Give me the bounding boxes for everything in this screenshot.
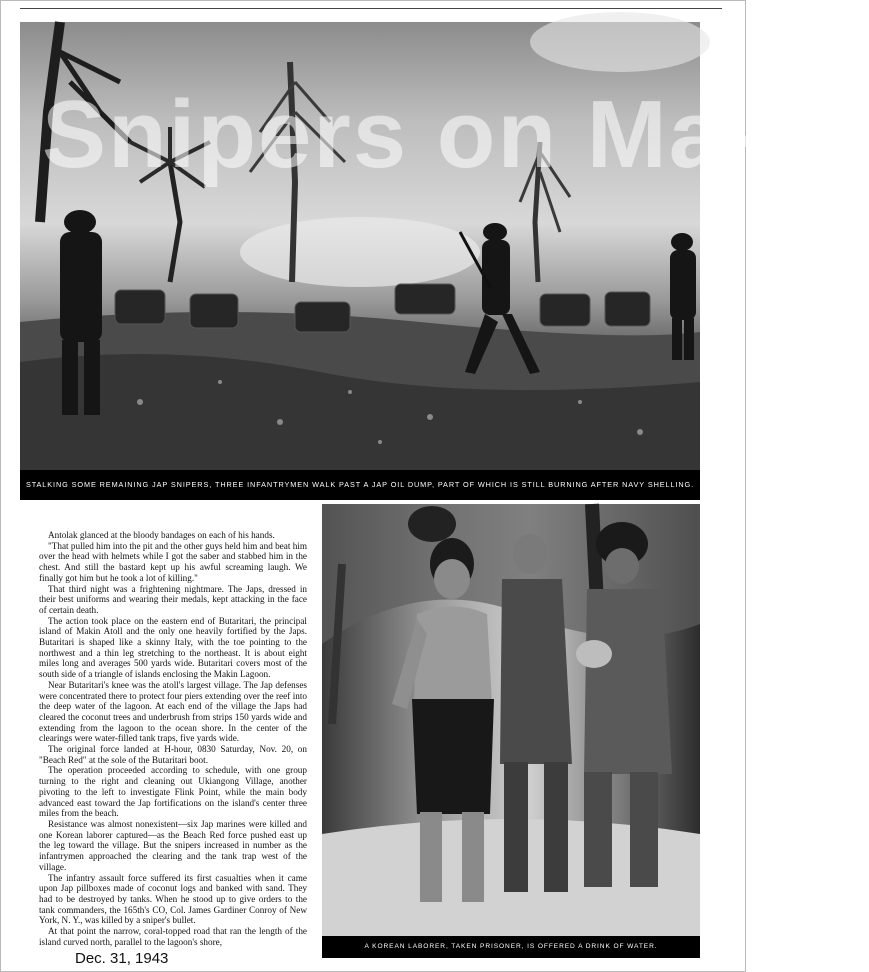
top-photo-caption: STALKING SOME REMAINING JAP SNIPERS, THREE INFANTRYMEN WALK PAST A JAP OIL DUMP, PART OF WHICH IS STILL BURNING AFTER NAVY SHELLING. — [20, 470, 700, 500]
article-column — [39, 530, 307, 947]
headline: Snipers on Makin — [42, 81, 869, 188]
top-photo — [20, 22, 869, 470]
date-label: Dec. 31, 1943 — [75, 950, 169, 967]
article-paragraph: At that point the narrow, coral-topped road that ran the length of the island curved north, parallel to the lagoon's shore, — [39, 926, 307, 947]
top-rule — [20, 8, 722, 9]
article-paragraph: The operation proceeded according to schedule, with one group turning to the right and cleaning out Ukiangong Village, another pivoting to the left to investigate Flink Point, while the main body advanced east toward the Jap fortifications on the island's center three miles from the beach. — [39, 765, 307, 819]
article-paragraph: That third night was a frightening nightmare. The Japs, dressed in their best uniforms and wearing their medals, kept attacking in the face of certain death. — [39, 583, 307, 615]
bottom-photo — [322, 504, 700, 936]
article-paragraph: "That pulled him into the pit and the other guys held him and beat him over the head with helmets while I got the saber and stabbed him in the chest. And still the bastard kept up his awful screaming laugh. We finally got him but he took a lot of killing." — [39, 540, 307, 583]
article-paragraph: The action took place on the eastern end of Butaritari, the principal island of Makin Atoll and the only one heavily fortified by the Japs. Butaritari is shaped like a skinny Italy, with the toe pointing to the northwest and a thin leg stretching to the northeast. It is about eight miles long and averages 500 yards wide. Butaritari covers most of the south side of a triangle of islands enclosing the Makin Lagoon. — [39, 615, 307, 680]
article-paragraph: Antolak glanced at the bloody bandages on each of his hands. — [48, 530, 275, 540]
bottom-photo-scene — [322, 504, 700, 936]
article-paragraph: The infantry assault force suffered its first casualties when it came upon Jap pillboxes made of coconut logs and banked with sand. They had to be destroyed by tanks. When he stood up to give orders to the tank commanders, the 165th's CO, Col. James Gardiner Conroy of New York, N. Y., was killed by a sniper's bullet. — [39, 872, 307, 926]
article-paragraph: Resistance was almost nonexistent—six Jap marines were killed and one Korean laborer captured—as the Beach Red force pushed east up the leg toward the village. But the snipers increased in number as the infantrymen approached the clearing and the tank trap west of the village. — [39, 818, 307, 872]
article-paragraph: Near Butaritari's knee was the atoll's largest village. The Jap defenses were concentrated there to protect four piers extending over the reef into the deep water of the lagoon. At each end of the village the Japs had cleared the coconut trees and underbrush from strips 150 yards wide and extending from the lagoon to the ocean shore. In the center of the clearings were water-filled tank traps, five yards wide. — [39, 679, 307, 744]
article-paragraph: The original force landed at H-hour, 0830 Saturday, Nov. 20, on "Beach Red" at the sole of the Butaritari boot. — [39, 744, 307, 765]
bottom-photo-caption: A KOREAN LABORER, TAKEN PRISONER, IS OFFERED A DRINK OF WATER. — [322, 936, 700, 958]
